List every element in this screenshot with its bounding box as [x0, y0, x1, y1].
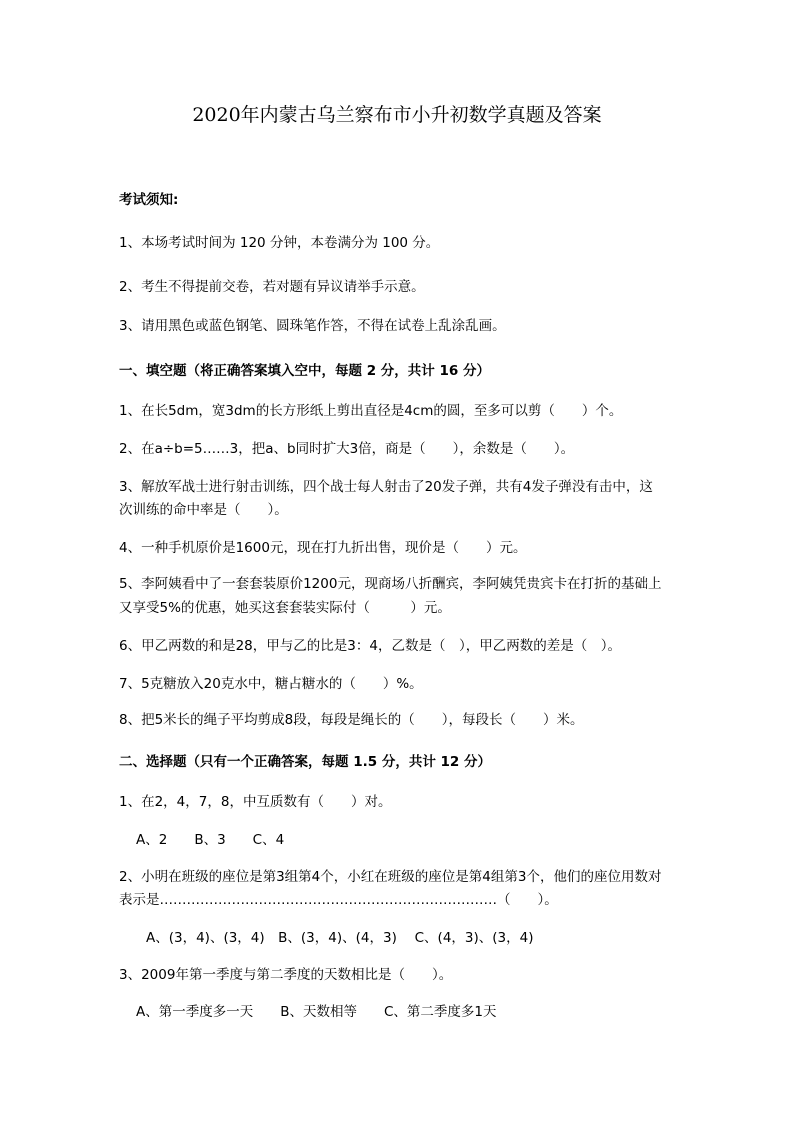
- question-continued: 又享受5%的优惠，她买这套套装实际付（ ）元。: [119, 600, 451, 616]
- question: 5、李阿姨看中了一套套装原价1200元，现商场八折酬宾，李阿姨凭贵宾卡在打折的基础上: [119, 576, 662, 592]
- answer-options: A、第一季度多一天 B、天数相等 C、第二季度多1天: [136, 1004, 497, 1020]
- question: 6、甲乙两数的和是28，甲与乙的比是3：4，乙数是（ ），甲乙两数的差是（ ）。: [119, 638, 621, 654]
- notice-item: 1、本场考试时间为 120 分钟，本卷满分为 100 分。: [119, 235, 440, 251]
- section-heading: 一、填空题（将正确答案填入空中，每题 2 分，共计 16 分）: [119, 363, 490, 379]
- question: 1、在2，4，7，8，中互质数有（ ）对。: [119, 794, 392, 810]
- question: 7、5克糖放入20克水中，糖占糖水的（ ）%。: [119, 676, 423, 692]
- notice-heading: 考试须知:: [119, 192, 179, 208]
- question: 2、小明在班级的座位是第3组第4个，小红在班级的座位是第4组第3个，他们的座位用数对: [119, 869, 662, 885]
- question: 2、在a÷b=5……3，把a、b同时扩大3倍，商是（ ），余数是（ ）。: [119, 441, 575, 457]
- question: 3、解放军战士进行射击训练，四个战士每人射击了20发子弹，共有4发子弹没有击中，这: [119, 479, 653, 495]
- question: 1、在长5dm，宽3dm的长方形纸上剪出直径是4cm的圆，至多可以剪（ ）个。: [119, 403, 623, 419]
- question: 8、把5米长的绳子平均剪成8段，每段是绳长的（ ），每段长（ ）米。: [119, 712, 584, 728]
- section-heading: 二、选择题（只有一个正确答案，每题 1.5 分，共计 12 分）: [119, 754, 492, 770]
- notice-item: 3、请用黑色或蓝色钢笔、圆珠笔作答，不得在试卷上乱涂乱画。: [119, 318, 506, 334]
- answer-options: A、(3，4)、(3，4) B、(3，4)、(4，3) C、(4，3)、(3，4): [146, 930, 534, 946]
- page-title: 2020年内蒙古乌兰察布市小升初数学真题及答案: [192, 104, 602, 126]
- notice-item: 2、考生不得提前交卷，若对题有异议请举手示意。: [119, 279, 425, 295]
- question-continued: 次训练的命中率是（ ）。: [119, 502, 288, 518]
- answer-options: A、2 B、3 C、4: [136, 832, 285, 848]
- question: 4、一种手机原价是1600元，现在打九折出售，现价是（ ）元。: [119, 540, 527, 556]
- question: 3、2009年第一季度与第二季度的天数相比是（ ）。: [119, 967, 453, 983]
- question-continued: 表示是…………………………………………………………………（ ）。: [119, 892, 558, 908]
